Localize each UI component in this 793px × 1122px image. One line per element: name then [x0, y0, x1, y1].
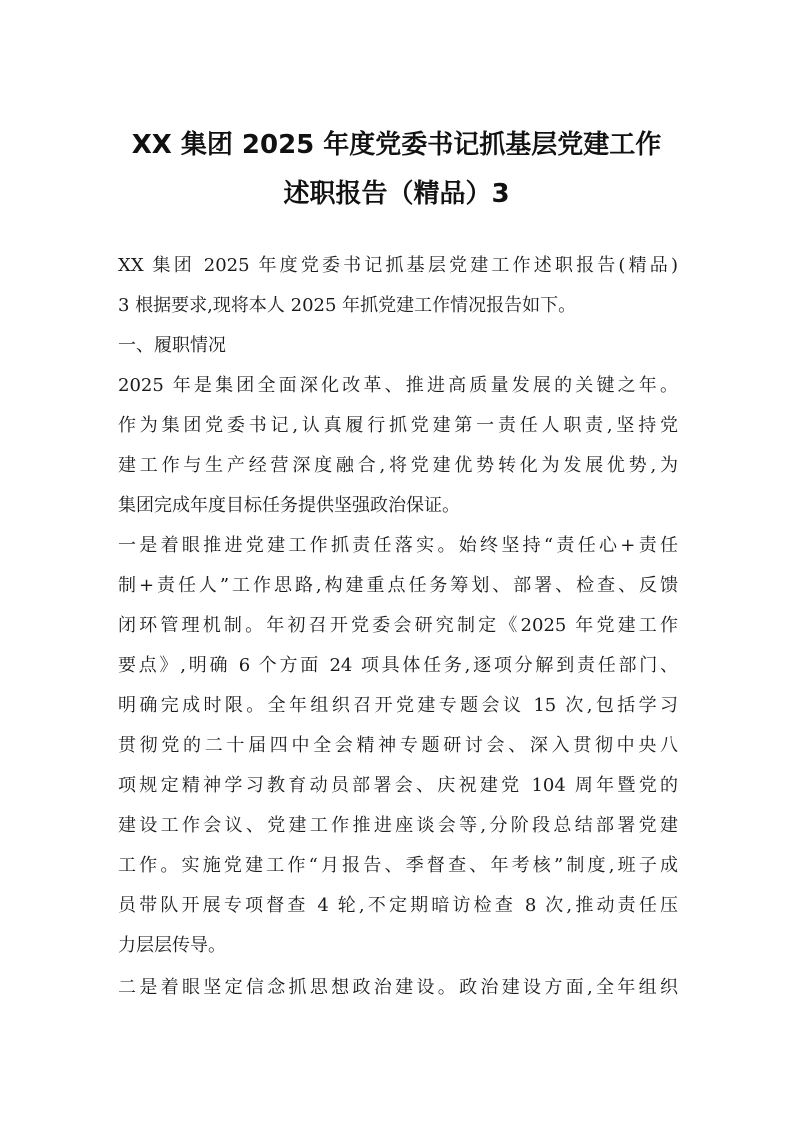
body-line: 作为集团党委书记,认真履行抓党建第一责任人职责,坚持党 [118, 415, 678, 436]
body-line: 集团完成年度目标任务提供坚强政治保证。 [118, 495, 460, 516]
body-line: 3 根据要求,现将本人 2025 年抓党建工作情况报告如下。 [118, 295, 577, 316]
document-title-line-1: XX 集团 2025 年度党委书记抓基层党建工作 [131, 130, 662, 160]
body-line: 二是着眼坚定信念抓思想政治建设。政治建设方面,全年组织 [118, 977, 678, 998]
body-line: 制+责任人”工作思路,构建重点任务筹划、部署、检查、反馈 [118, 575, 678, 596]
body-line: 力层层传导。 [118, 935, 226, 956]
body-line: 员带队开展专项督查 4 轮,不定期暗访检查 8 次,推动责任压 [118, 895, 678, 916]
body-line: 项规定精神学习教育动员部署会、庆祝建党 104 周年暨党的 [118, 775, 678, 796]
body-line: 建工作与生产经营深度融合,将党建优势转化为发展优势,为 [118, 455, 678, 476]
body-line: 贯彻党的二十届四中全会精神专题研讨会、深入贯彻中央八 [118, 735, 678, 756]
body-line: 一是着眼推进党建工作抓责任落实。始终坚持“责任心+责任 [118, 535, 678, 556]
body-line: 要点》,明确 6 个方面 24 项具体任务,逐项分解到责任部门、 [118, 655, 678, 676]
body-line: 明确完成时限。全年组织召开党建专题会议 15 次,包括学习 [118, 695, 678, 716]
body-line: 2025 年是集团全面深化改革、推进高质量发展的关键之年。 [118, 375, 678, 396]
document-title-line-2: 述职报告（精品）3 [283, 179, 510, 209]
body-line: 闭环管理机制。年初召开党委会研究制定《2025 年党建工作 [118, 615, 678, 636]
body-line: 工作。实施党建工作“月报告、季督查、年考核”制度,班子成 [118, 855, 678, 876]
document-body [118, 246, 678, 1008]
body-line: XX 集团 2025 年度党委书记抓基层党建工作述职报告(精品) [118, 255, 678, 276]
body-line: 建设工作会议、党建工作推进座谈会等,分阶段总结部署党建 [118, 815, 678, 836]
section-heading: 一、履职情况 [118, 335, 226, 356]
